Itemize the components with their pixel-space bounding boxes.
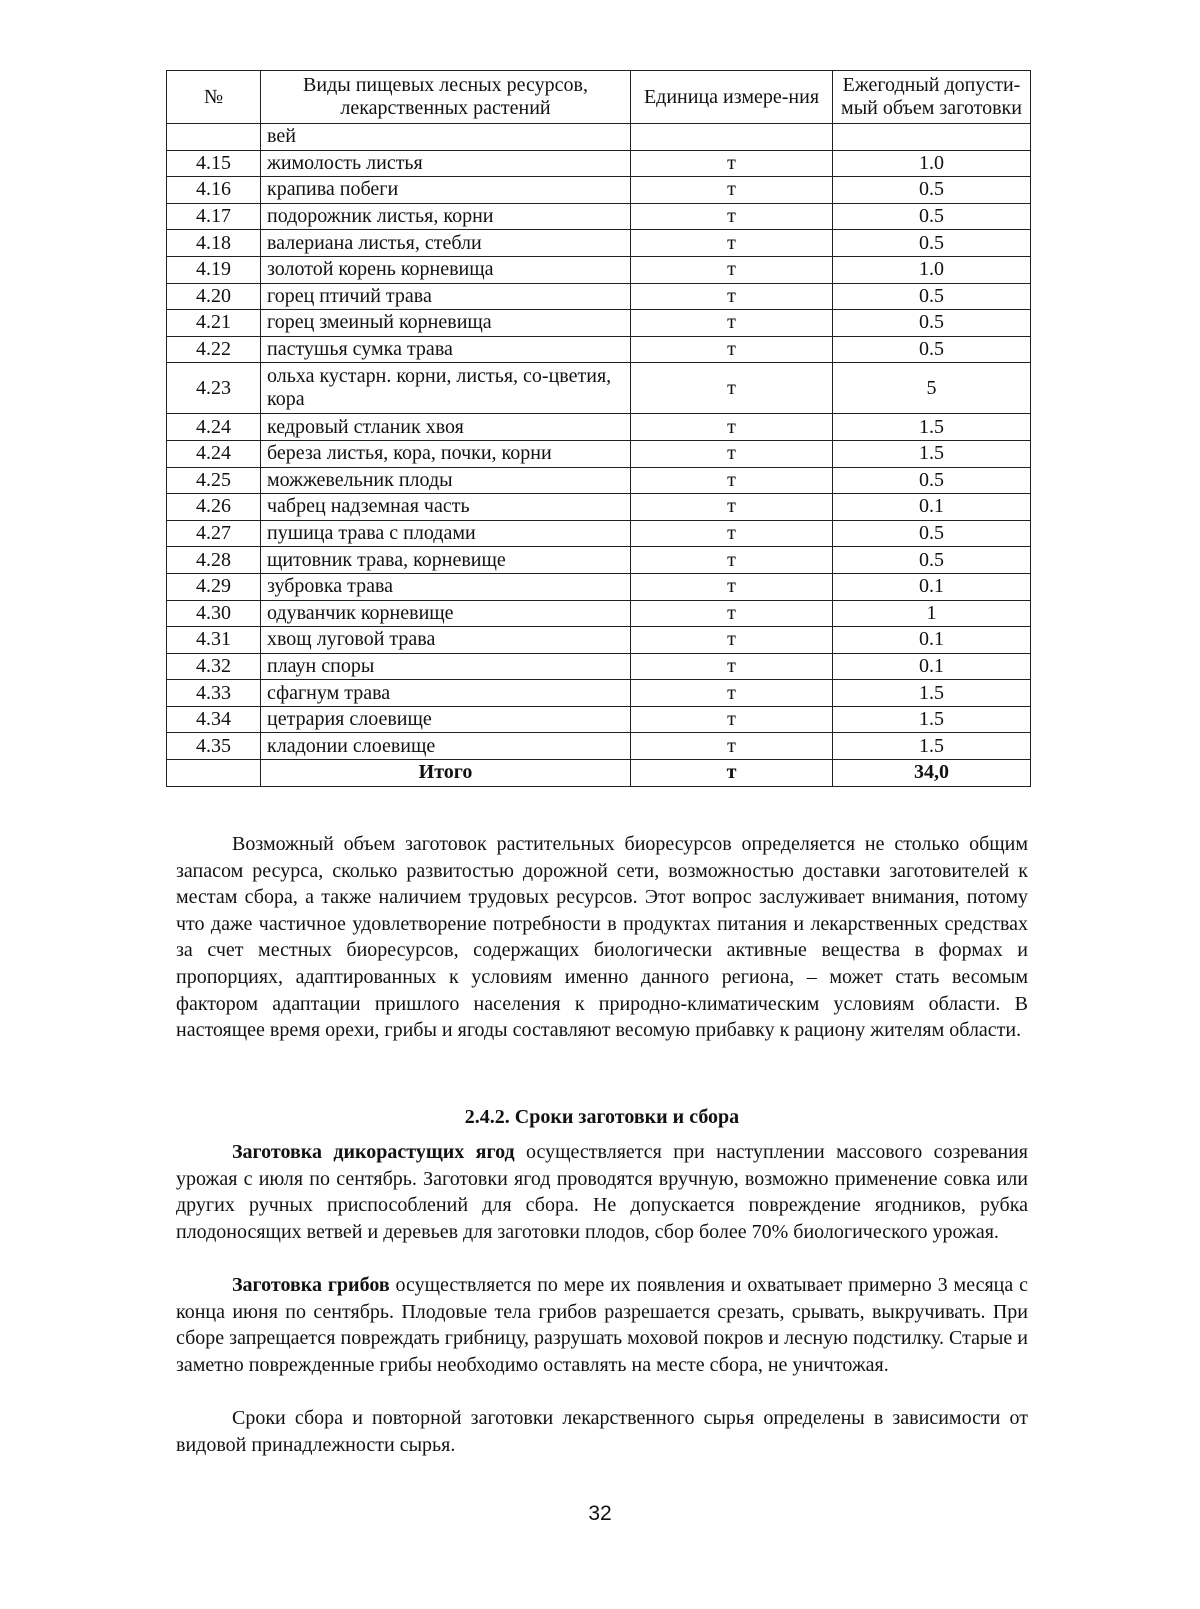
row-name: жимолость листья <box>261 150 631 177</box>
row-unit: т <box>631 653 833 680</box>
table-row <box>167 706 1031 733</box>
row-name: береза листья, кора, почки, корни <box>261 440 631 467</box>
row-unit: т <box>631 414 833 441</box>
row-value: 5 <box>833 363 1031 414</box>
row-name: горец змеиный корневища <box>261 310 631 337</box>
table-row <box>167 600 1031 627</box>
table-row <box>167 494 1031 521</box>
row-unit: т <box>631 706 833 733</box>
row-num: 4.33 <box>167 680 261 707</box>
row-num: 4.24 <box>167 440 261 467</box>
row-value: 1.5 <box>833 680 1031 707</box>
row-value: 0.5 <box>833 230 1031 257</box>
row-num: 4.29 <box>167 573 261 600</box>
row-value: 1.0 <box>833 256 1031 283</box>
row-name: щитовник трава, корневище <box>261 547 631 574</box>
header-unit: Единица измере-ния <box>631 71 833 124</box>
paragraph-mushrooms <box>176 1272 1028 1378</box>
row-num: 4.25 <box>167 467 261 494</box>
row-num: 4.26 <box>167 494 261 521</box>
row-value: 1.5 <box>833 414 1031 441</box>
row-value: 1.5 <box>833 440 1031 467</box>
row-name: сфагнум трава <box>261 680 631 707</box>
row-name: пастушья сумка трава <box>261 336 631 363</box>
row-num: 4.27 <box>167 520 261 547</box>
table-row <box>167 627 1031 654</box>
row-name: горец птичий трава <box>261 283 631 310</box>
mushrooms-term: Заготовка грибов <box>232 1274 390 1296</box>
row-name: чабрец надземная часть <box>261 494 631 521</box>
row-unit: т <box>631 150 833 177</box>
table-row <box>167 520 1031 547</box>
row-unit: т <box>631 310 833 337</box>
paragraph-biores: Возможный объем заготовок растительных биоресурсов определяется не столько общим запасом ресурса, сколько развитостью дорожной сети, возможностью доставки заготовителей к местам сбора, а также наличием трудовых ресурсов. Этот вопрос заслуживает внимания, потому что даже частичное удовлетворение потребности в продуктах питания и лекарственных средствах за счет местных биоресурсов, содержащих биологически активные вещества в формах и пропорциях, адаптированных к условиям именно данного региона, – может стать весомым фактором адаптации пришлого населения к природно-климатическим условиям области. В настоящее время орехи, грибы и ягоды составляют весомую прибавку к рациону жителям области. <box>176 833 1028 1042</box>
total-label: Итого <box>261 760 631 787</box>
berries-text: осуществляется при наступлении массового созревания урожая с июля по сентябрь. Заготовки ягод проводятся вручную, возможно применение совка или других ручных приспособлений для сбора. Не допускается повреждение ягодников, рубка плодоносящих ветвей и деревьев для заготовки плодов, сбор более 70% биологического урожая. <box>176 1141 1029 1243</box>
row-unit: т <box>631 203 833 230</box>
berries-term: Заготовка дикорастущих ягод <box>232 1141 515 1163</box>
row-unit: т <box>631 230 833 257</box>
row-value: 0.1 <box>833 494 1031 521</box>
row-num: 4.28 <box>167 547 261 574</box>
table-total-row <box>167 760 1031 787</box>
row-name: одуванчик корневище <box>261 600 631 627</box>
row-unit: т <box>631 283 833 310</box>
row-name: золотой корень корневища <box>261 256 631 283</box>
row-num: 4.32 <box>167 653 261 680</box>
row-name: плаун споры <box>261 653 631 680</box>
row-name: можжевельник плоды <box>261 467 631 494</box>
row-name: пушица трава с плодами <box>261 520 631 547</box>
row-unit: т <box>631 627 833 654</box>
row-num: 4.35 <box>167 733 261 760</box>
row-value: 1 <box>833 600 1031 627</box>
table-row <box>167 177 1031 204</box>
header-name: Виды пищевых лесных ресурсов, лекарственных растений <box>261 71 631 124</box>
table-row <box>167 440 1031 467</box>
row-unit: т <box>631 680 833 707</box>
table-header-row <box>167 71 1031 124</box>
row-value: 0.1 <box>833 573 1031 600</box>
row-value <box>833 124 1031 151</box>
table-row <box>167 256 1031 283</box>
row-unit: т <box>631 573 833 600</box>
table-row <box>167 230 1031 257</box>
row-num: 4.24 <box>167 414 261 441</box>
row-num: 4.21 <box>167 310 261 337</box>
row-name: подорожник листья, корни <box>261 203 631 230</box>
row-num: 4.17 <box>167 203 261 230</box>
row-value: 0.5 <box>833 203 1031 230</box>
table-row <box>167 363 1031 414</box>
row-value: 0.5 <box>833 177 1031 204</box>
row-unit: т <box>631 494 833 521</box>
row-unit: т <box>631 467 833 494</box>
row-name: хвощ луговой трава <box>261 627 631 654</box>
row-num: 4.31 <box>167 627 261 654</box>
table-row <box>167 680 1031 707</box>
row-value: 0.1 <box>833 653 1031 680</box>
row-num: 4.19 <box>167 256 261 283</box>
row-unit: т <box>631 177 833 204</box>
row-value: 0.5 <box>833 336 1031 363</box>
row-num: 4.15 <box>167 150 261 177</box>
resources-table <box>166 70 1031 787</box>
table-row <box>167 573 1031 600</box>
row-unit: т <box>631 733 833 760</box>
table-row <box>167 310 1031 337</box>
total-value: 34,0 <box>833 760 1031 787</box>
row-num: 4.18 <box>167 230 261 257</box>
header-num: № <box>167 71 261 124</box>
row-name: зубровка трава <box>261 573 631 600</box>
table-row <box>167 733 1031 760</box>
row-num: 4.30 <box>167 600 261 627</box>
row-unit: т <box>631 600 833 627</box>
row-name: валериана листья, стебли <box>261 230 631 257</box>
table-body <box>167 124 1031 760</box>
row-value: 0.5 <box>833 310 1031 337</box>
mushrooms-text: осуществляется по мере их появления и охватывает примерно 3 месяца с конца июня по сентябрь. Плодовые тела грибов разрешается срезать, срывать, выкручивать. При сборе запрещается повреждать грибницу, разрушать моховой покров и лесную подстилку. Старые и заметно поврежденные грибы необходимо оставлять на месте сбора, не уничтожая. <box>176 1274 1028 1376</box>
total-unit: т <box>631 760 833 787</box>
table-row <box>167 653 1031 680</box>
row-num: 4.22 <box>167 336 261 363</box>
section-heading: 2.4.2. Сроки заготовки и сбора <box>464 1106 740 1128</box>
row-unit <box>631 124 833 151</box>
header-volume: Ежегодный допусти-мый объем заготовки <box>833 71 1031 124</box>
total-num-cell <box>167 760 261 787</box>
table-row <box>167 124 1031 151</box>
row-name: кедровый стланик хвоя <box>261 414 631 441</box>
row-value: 1.5 <box>833 733 1031 760</box>
row-value: 0.5 <box>833 520 1031 547</box>
row-name: цетрария слоевище <box>261 706 631 733</box>
row-value: 1.5 <box>833 706 1031 733</box>
row-unit: т <box>631 547 833 574</box>
table-row <box>167 547 1031 574</box>
row-value: 0.1 <box>833 627 1031 654</box>
table-row <box>167 414 1031 441</box>
table-row <box>167 150 1031 177</box>
row-num <box>167 124 261 151</box>
row-num: 4.34 <box>167 706 261 733</box>
row-unit: т <box>631 336 833 363</box>
table-row <box>167 336 1031 363</box>
row-num: 4.16 <box>167 177 261 204</box>
table-row <box>167 467 1031 494</box>
row-unit: т <box>631 520 833 547</box>
row-unit: т <box>631 363 833 414</box>
paragraph-berries <box>176 1139 1028 1245</box>
table-row <box>167 203 1031 230</box>
row-name: ольха кустарн. корни, листья, со-цветия, кора <box>261 363 631 414</box>
row-num: 4.20 <box>167 283 261 310</box>
row-value: 0.5 <box>833 467 1031 494</box>
paragraph-medicinal: Сроки сбора и повторной заготовки лекарственного сырья определены в зависимости от видовой принадлежности сырья. <box>176 1407 1028 1456</box>
row-name: крапива побеги <box>261 177 631 204</box>
row-name: вей <box>261 124 631 151</box>
row-name: кладонии слоевище <box>261 733 631 760</box>
row-unit: т <box>631 440 833 467</box>
row-value: 0.5 <box>833 547 1031 574</box>
row-unit: т <box>631 256 833 283</box>
page-number: 32 <box>588 1502 612 1525</box>
row-value: 0.5 <box>833 283 1031 310</box>
table-row <box>167 283 1031 310</box>
row-value: 1.0 <box>833 150 1031 177</box>
row-num: 4.23 <box>167 363 261 414</box>
